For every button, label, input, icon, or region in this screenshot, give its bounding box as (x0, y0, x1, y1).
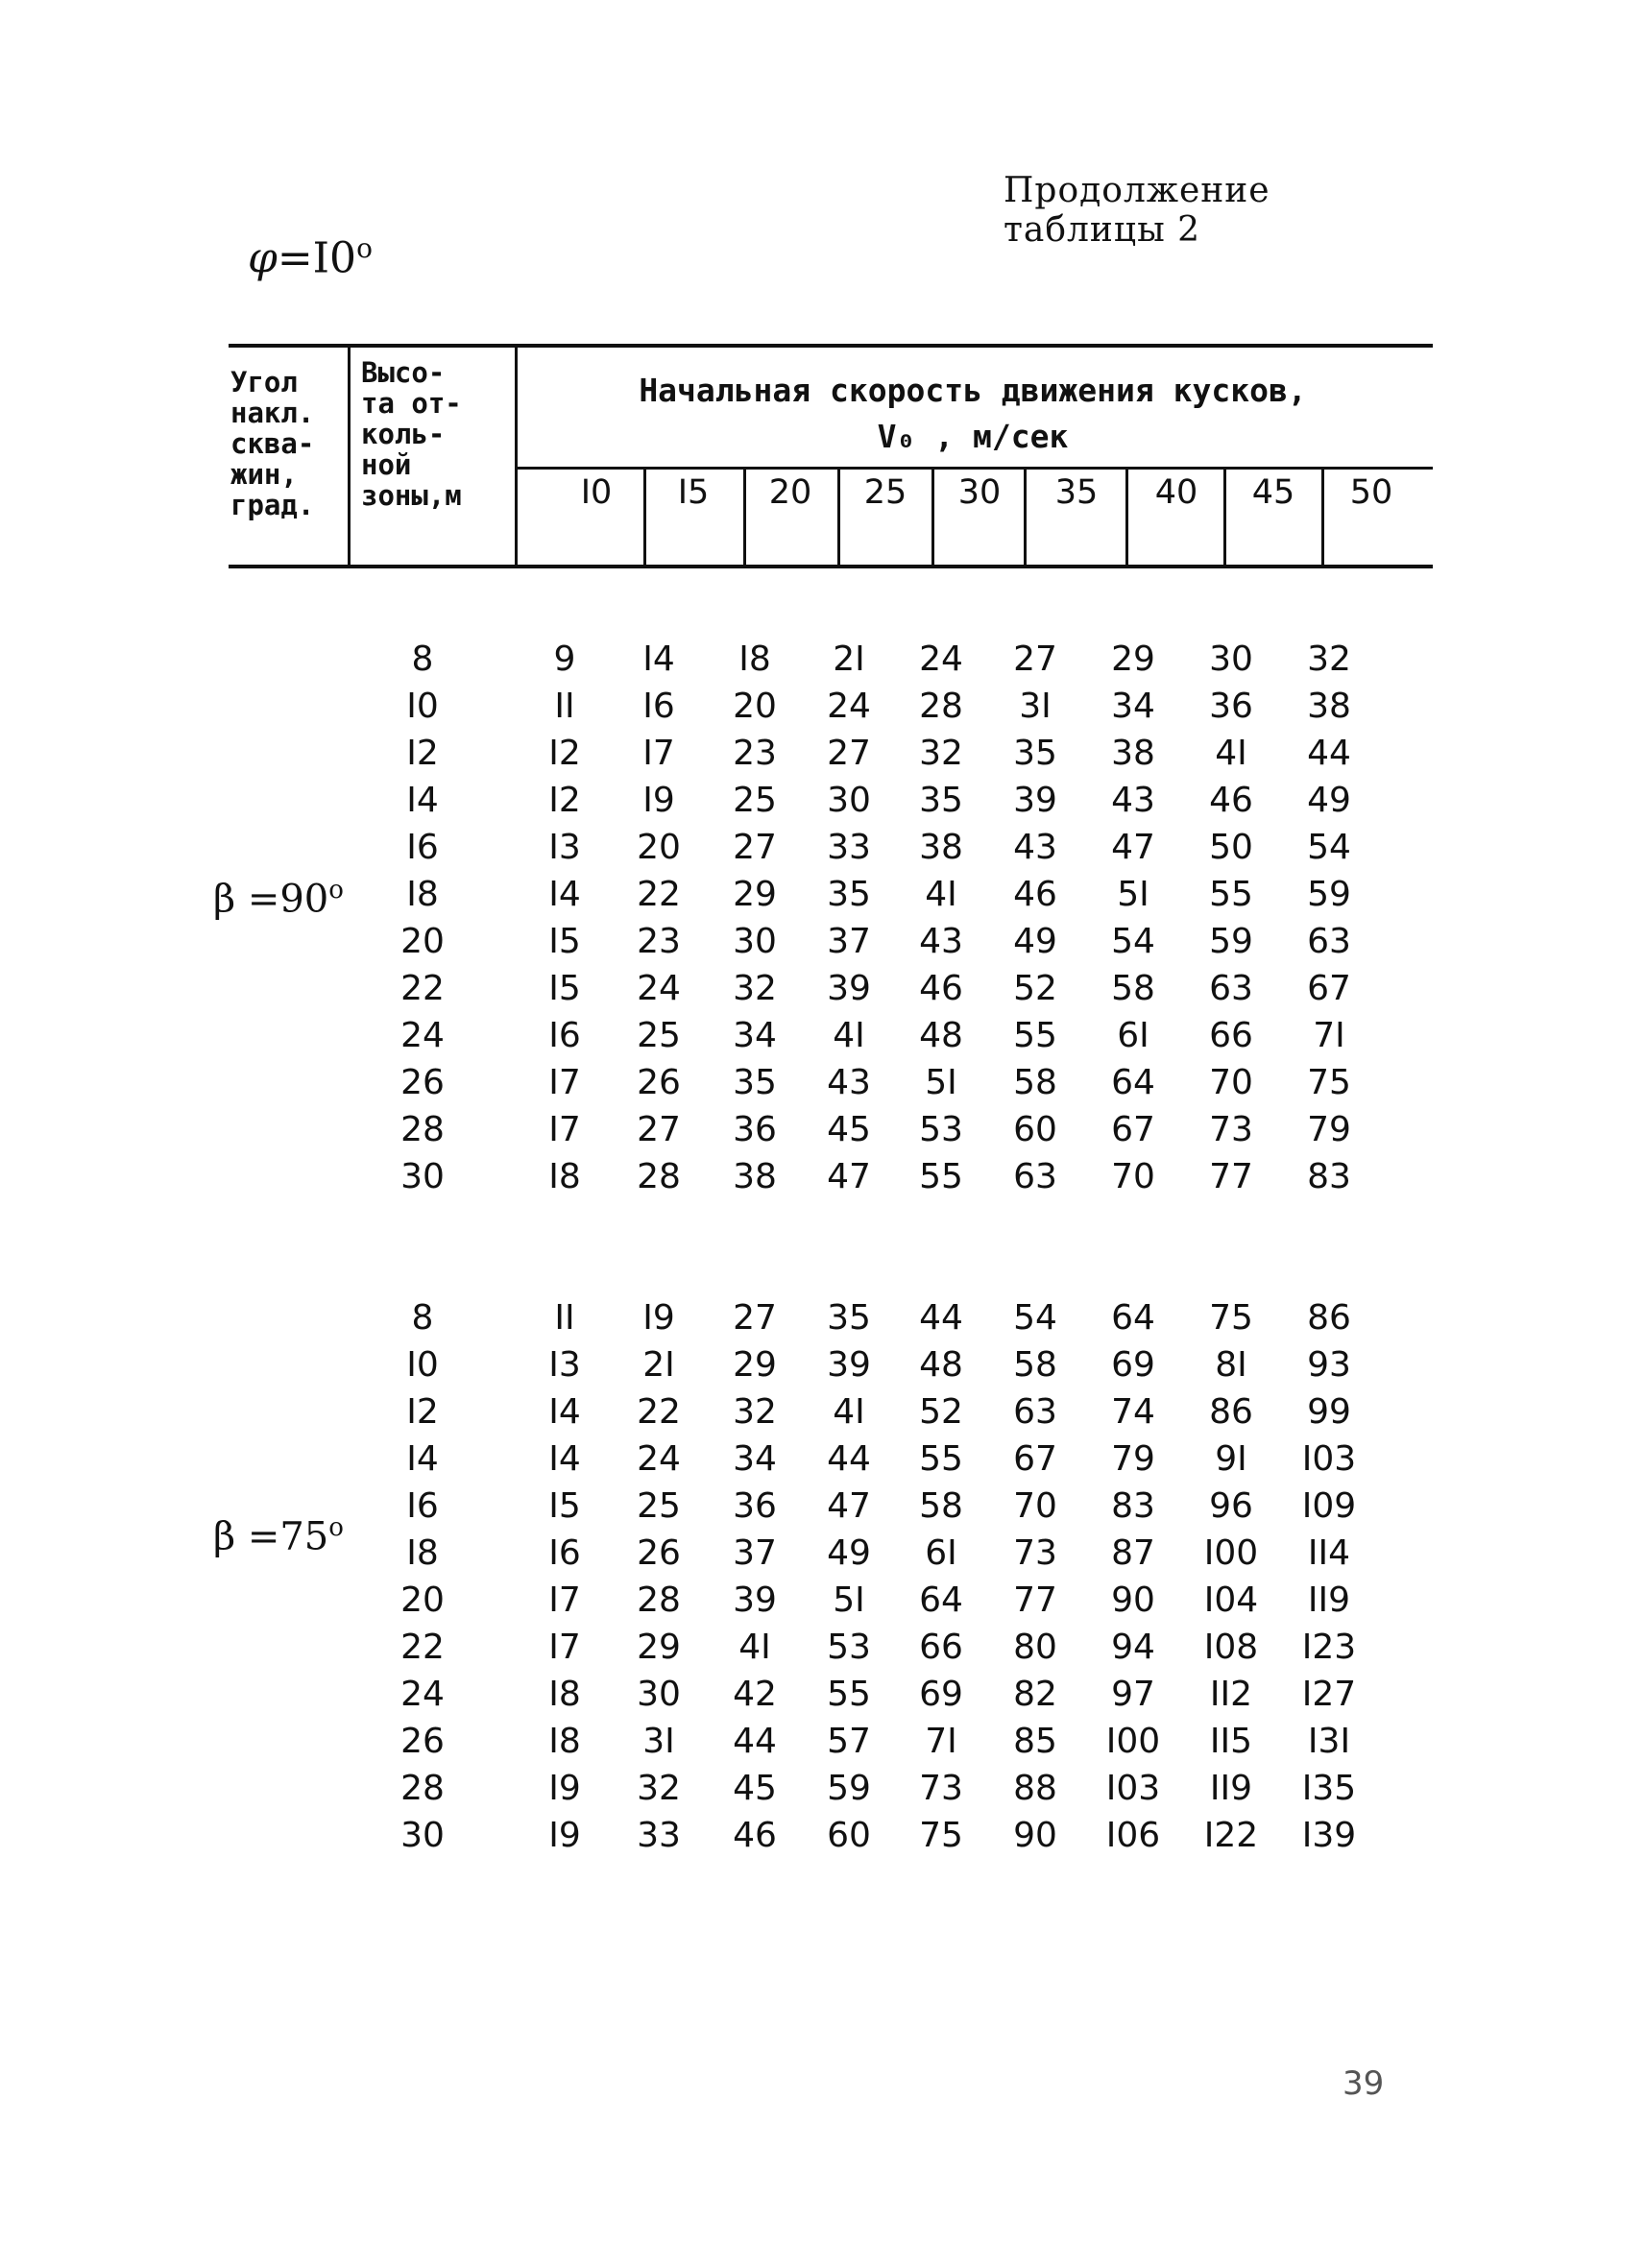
value-cell: 43 (1111, 781, 1155, 820)
value-cell: 38 (1111, 734, 1155, 773)
value-cell: I3 (548, 828, 581, 867)
value-cell: 82 (1013, 1675, 1057, 1714)
value-cell: 87 (1111, 1533, 1155, 1573)
height-cell: 8 (411, 639, 434, 679)
value-cell: 6I (925, 1533, 957, 1573)
value-cell: 63 (1013, 1392, 1057, 1432)
header-top-rule (229, 344, 1433, 348)
value-cell: 83 (1307, 1157, 1351, 1196)
height-cell: I2 (406, 1392, 439, 1432)
value-cell: 42 (733, 1675, 777, 1714)
table-header (229, 344, 1433, 569)
height-cell: 26 (400, 1722, 445, 1761)
header-angle: Угол накл. сква- жин, град. (230, 366, 315, 521)
value-cell: 24 (637, 1439, 681, 1479)
height-cell: 8 (411, 1298, 434, 1338)
value-cell: 75 (1209, 1298, 1253, 1338)
value-cell: 50 (1209, 828, 1253, 867)
value-cell: I9 (548, 1816, 581, 1855)
value-cell: 30 (827, 781, 871, 820)
value-cell: 43 (827, 1063, 871, 1102)
value-cell: 4I (833, 1016, 865, 1055)
value-cell: 79 (1307, 1110, 1351, 1149)
header-mid-rule (517, 467, 1433, 470)
value-cell: 8I (1215, 1345, 1247, 1385)
header-divider (348, 344, 351, 565)
value-cell: 3I (1019, 687, 1052, 726)
value-cell: 55 (827, 1675, 871, 1714)
value-cell: 39 (733, 1580, 777, 1620)
value-cell: 34 (733, 1439, 777, 1479)
page-number: 39 (1343, 2064, 1385, 2103)
value-cell: 77 (1013, 1580, 1057, 1620)
value-cell: 33 (637, 1816, 681, 1855)
value-cell: 26 (637, 1533, 681, 1573)
value-cell: 32 (637, 1769, 681, 1808)
value-cell: I35 (1301, 1769, 1357, 1808)
value-cell: 30 (637, 1675, 681, 1714)
height-cell: 28 (400, 1110, 445, 1149)
table-row (0, 781, 1645, 819)
value-cell: II9 (1209, 1769, 1253, 1808)
value-cell: 27 (827, 734, 871, 773)
value-cell: 32 (1307, 639, 1351, 679)
table-row (0, 1722, 1645, 1760)
value-cell: 77 (1209, 1157, 1253, 1196)
value-cell: I4 (548, 1439, 581, 1479)
value-cell: 28 (919, 687, 963, 726)
value-cell: 52 (919, 1392, 963, 1432)
value-cell: I4 (642, 639, 675, 679)
value-cell: 90 (1013, 1816, 1057, 1855)
value-cell: 49 (827, 1533, 871, 1573)
value-cell: 34 (733, 1016, 777, 1055)
value-cell: 7I (1313, 1016, 1345, 1055)
value-cell: 94 (1111, 1628, 1155, 1667)
value-cell: I27 (1301, 1675, 1357, 1714)
value-cell: I22 (1203, 1816, 1259, 1855)
height-cell: I4 (406, 781, 439, 820)
value-cell: 69 (919, 1675, 963, 1714)
value-cell: I7 (548, 1110, 581, 1149)
value-cell: 73 (1209, 1110, 1253, 1149)
phi-symbol: φ (248, 233, 278, 283)
value-cell: 55 (919, 1157, 963, 1196)
phi-degree: o (356, 232, 373, 264)
value-cell: I2 (548, 781, 581, 820)
value-cell: 35 (919, 781, 963, 820)
value-cell: 58 (1013, 1345, 1057, 1385)
value-cell: 55 (1209, 875, 1253, 914)
header-height: Высо- та от- коль- ной зоны,м (361, 356, 462, 512)
value-cell: 35 (1013, 734, 1057, 773)
height-cell: I6 (406, 828, 439, 867)
value-cell: 38 (733, 1157, 777, 1196)
value-cell: 83 (1111, 1486, 1155, 1526)
value-cell: 26 (637, 1063, 681, 1102)
table-row (0, 969, 1645, 1007)
value-cell: I03 (1301, 1439, 1357, 1479)
header-divider (743, 469, 746, 565)
value-cell: I04 (1203, 1580, 1259, 1620)
value-cell: 36 (733, 1110, 777, 1149)
value-cell: 44 (919, 1298, 963, 1338)
value-cell: I3 (548, 1345, 581, 1385)
value-cell: 70 (1111, 1157, 1155, 1196)
speed-col-header: 40 (1154, 473, 1198, 512)
header-speed-title: Начальная скорость движения кусков, V₀ , м/сек (639, 372, 1307, 455)
value-cell: 44 (733, 1722, 777, 1761)
value-cell: 49 (1307, 781, 1351, 820)
value-cell: 36 (1209, 687, 1253, 726)
value-cell: 5I (925, 1063, 957, 1102)
value-cell: 4I (925, 875, 957, 914)
value-cell: 59 (827, 1769, 871, 1808)
value-cell: 38 (919, 828, 963, 867)
value-cell: 35 (733, 1063, 777, 1102)
height-cell: I8 (406, 1533, 439, 1573)
value-cell: 45 (733, 1769, 777, 1808)
value-cell: 24 (919, 639, 963, 679)
value-cell: I6 (548, 1016, 581, 1055)
table-row (0, 687, 1645, 725)
table-row (0, 1157, 1645, 1195)
value-cell: 59 (1307, 875, 1351, 914)
value-cell: I9 (642, 1298, 675, 1338)
value-cell: I08 (1203, 1628, 1259, 1667)
header-divider (1125, 469, 1128, 565)
value-cell: 55 (919, 1439, 963, 1479)
value-cell: I5 (548, 1486, 581, 1526)
height-cell: 20 (400, 1580, 445, 1620)
value-cell: 46 (1013, 875, 1057, 914)
value-cell: 70 (1209, 1063, 1253, 1102)
value-cell: 32 (919, 734, 963, 773)
table-row (0, 828, 1645, 866)
header-divider (1321, 469, 1324, 565)
speed-col-header: 50 (1349, 473, 1393, 512)
value-cell: 80 (1013, 1628, 1057, 1667)
value-cell: 46 (919, 969, 963, 1008)
value-cell: II5 (1209, 1722, 1253, 1761)
value-cell: 86 (1209, 1392, 1253, 1432)
value-cell: 27 (733, 828, 777, 867)
value-cell: 67 (1307, 969, 1351, 1008)
value-cell: I6 (642, 687, 675, 726)
table-row (0, 639, 1645, 678)
value-cell: I5 (548, 969, 581, 1008)
table-row (0, 1580, 1645, 1619)
value-cell: 44 (827, 1439, 871, 1479)
value-cell: 35 (827, 1298, 871, 1338)
value-cell: 58 (1111, 969, 1155, 1008)
value-cell: 54 (1111, 922, 1155, 961)
value-cell: 30 (733, 922, 777, 961)
value-cell: 35 (827, 875, 871, 914)
value-cell: 37 (733, 1533, 777, 1573)
value-cell: 39 (827, 969, 871, 1008)
header-divider (837, 469, 840, 565)
header-divider (931, 469, 934, 565)
value-cell: 27 (1013, 639, 1057, 679)
value-cell: 20 (733, 687, 777, 726)
value-cell: I8 (548, 1722, 581, 1761)
value-cell: 79 (1111, 1439, 1155, 1479)
value-cell: 70 (1013, 1486, 1057, 1526)
height-cell: I0 (406, 687, 439, 726)
value-cell: I7 (642, 734, 675, 773)
value-cell: 58 (1013, 1063, 1057, 1102)
height-cell: 22 (400, 1628, 445, 1667)
value-cell: 63 (1013, 1157, 1057, 1196)
value-cell: 39 (1013, 781, 1057, 820)
table-row (0, 1016, 1645, 1054)
value-cell: 69 (1111, 1345, 1155, 1385)
value-cell: 73 (1013, 1533, 1057, 1573)
value-cell: 36 (733, 1486, 777, 1526)
table-row (0, 1486, 1645, 1525)
value-cell: 7I (925, 1722, 957, 1761)
value-cell: I8 (738, 639, 771, 679)
table-row (0, 922, 1645, 960)
header-divider (643, 469, 646, 565)
value-cell: I06 (1105, 1816, 1161, 1855)
value-cell: 75 (1307, 1063, 1351, 1102)
value-cell: 25 (733, 781, 777, 820)
value-cell: I9 (548, 1769, 581, 1808)
value-cell: 2I (642, 1345, 675, 1385)
value-cell: 39 (827, 1345, 871, 1385)
height-cell: 20 (400, 922, 445, 961)
value-cell: 47 (1111, 828, 1155, 867)
value-cell: 24 (827, 687, 871, 726)
value-cell: 53 (827, 1628, 871, 1667)
table-row (0, 1533, 1645, 1572)
height-cell: 26 (400, 1063, 445, 1102)
value-cell: I03 (1105, 1769, 1161, 1808)
value-cell: 43 (919, 922, 963, 961)
value-cell: 88 (1013, 1769, 1057, 1808)
value-cell: II (554, 1298, 575, 1338)
height-cell: I2 (406, 734, 439, 773)
value-cell: I7 (548, 1063, 581, 1102)
value-cell: 9I (1215, 1439, 1247, 1479)
value-cell: 25 (637, 1016, 681, 1055)
value-cell: 85 (1013, 1722, 1057, 1761)
table-row (0, 1628, 1645, 1666)
value-cell: 64 (919, 1580, 963, 1620)
value-cell: 29 (733, 875, 777, 914)
value-cell: 59 (1209, 922, 1253, 961)
value-cell: 54 (1013, 1298, 1057, 1338)
table-row (0, 875, 1645, 913)
value-cell: 24 (637, 969, 681, 1008)
value-cell: 93 (1307, 1345, 1351, 1385)
continuation-label: Продолжение таблицы 2 (1004, 171, 1270, 250)
value-cell: 64 (1111, 1298, 1155, 1338)
value-cell: 22 (637, 875, 681, 914)
value-cell: I39 (1301, 1816, 1357, 1855)
value-cell: 29 (1111, 639, 1155, 679)
value-cell: 37 (827, 922, 871, 961)
value-cell: 86 (1307, 1298, 1351, 1338)
value-cell: 4I (1215, 734, 1247, 773)
table-row (0, 734, 1645, 772)
value-cell: 23 (637, 922, 681, 961)
speed-col-header: 35 (1054, 473, 1099, 512)
table-row (0, 1110, 1645, 1148)
value-cell: 75 (919, 1816, 963, 1855)
value-cell: 23 (733, 734, 777, 773)
value-cell: 63 (1307, 922, 1351, 961)
table-row (0, 1816, 1645, 1854)
height-cell: 30 (400, 1157, 445, 1196)
value-cell: 20 (637, 828, 681, 867)
value-cell: 60 (1013, 1110, 1057, 1149)
value-cell: 4I (738, 1628, 771, 1667)
value-cell: I2 (548, 734, 581, 773)
value-cell: 32 (733, 969, 777, 1008)
value-cell: I00 (1203, 1533, 1259, 1573)
speed-col-header: 30 (957, 473, 1002, 512)
value-cell: 90 (1111, 1580, 1155, 1620)
table-row (0, 1675, 1645, 1713)
table-row (0, 1392, 1645, 1431)
height-cell: 22 (400, 969, 445, 1008)
value-cell: 29 (637, 1628, 681, 1667)
value-cell: I8 (548, 1675, 581, 1714)
value-cell: 34 (1111, 687, 1155, 726)
value-cell: 66 (1209, 1016, 1253, 1055)
value-cell: 44 (1307, 734, 1351, 773)
value-cell: I4 (548, 875, 581, 914)
value-cell: 64 (1111, 1063, 1155, 1102)
table-row (0, 1298, 1645, 1337)
height-cell: I4 (406, 1439, 439, 1479)
value-cell: 58 (919, 1486, 963, 1526)
value-cell: 47 (827, 1486, 871, 1526)
height-cell: I6 (406, 1486, 439, 1526)
value-cell: II (554, 687, 575, 726)
value-cell: 48 (919, 1345, 963, 1385)
value-cell: 9 (553, 639, 576, 679)
beta-degree: o (328, 876, 344, 905)
table-row (0, 1769, 1645, 1807)
value-cell: 67 (1013, 1439, 1057, 1479)
value-cell: 74 (1111, 1392, 1155, 1432)
value-cell: 22 (637, 1392, 681, 1432)
value-cell: I9 (642, 781, 675, 820)
value-cell: II2 (1209, 1675, 1253, 1714)
value-cell: 67 (1111, 1110, 1155, 1149)
value-cell: 55 (1013, 1016, 1057, 1055)
value-cell: 32 (733, 1392, 777, 1432)
value-cell: I4 (548, 1392, 581, 1432)
header-bottom-rule (229, 565, 1433, 568)
value-cell: 73 (919, 1769, 963, 1808)
phi-angle-label (248, 232, 373, 283)
value-cell: 66 (919, 1628, 963, 1667)
value-cell: 99 (1307, 1392, 1351, 1432)
height-cell: I8 (406, 875, 439, 914)
height-cell: I0 (406, 1345, 439, 1385)
value-cell: 6I (1117, 1016, 1149, 1055)
beta-value: β =75 (213, 1514, 329, 1559)
value-cell: I7 (548, 1580, 581, 1620)
value-cell: II9 (1307, 1580, 1351, 1620)
height-cell: 24 (400, 1675, 445, 1714)
value-cell: 29 (733, 1345, 777, 1385)
height-cell: 24 (400, 1016, 445, 1055)
speed-col-header: 20 (768, 473, 812, 512)
value-cell: I8 (548, 1157, 581, 1196)
value-cell: 33 (827, 828, 871, 867)
table-row (0, 1063, 1645, 1101)
value-cell: 4I (833, 1392, 865, 1432)
value-cell: 38 (1307, 687, 1351, 726)
value-cell: 57 (827, 1722, 871, 1761)
value-cell: I6 (548, 1533, 581, 1573)
value-cell: 47 (827, 1157, 871, 1196)
table-row (0, 1345, 1645, 1384)
value-cell: 28 (637, 1157, 681, 1196)
value-cell: 25 (637, 1486, 681, 1526)
value-cell: 28 (637, 1580, 681, 1620)
header-divider (1024, 469, 1027, 565)
beta-degree: o (328, 1513, 344, 1542)
value-cell: I7 (548, 1628, 581, 1667)
beta-value: β =90 (213, 877, 329, 922)
value-cell: 46 (733, 1816, 777, 1855)
value-cell: 45 (827, 1110, 871, 1149)
header-divider (1223, 469, 1226, 565)
value-cell: 63 (1209, 969, 1253, 1008)
value-cell: 96 (1209, 1486, 1253, 1526)
value-cell: 30 (1209, 639, 1253, 679)
value-cell: II4 (1307, 1533, 1351, 1573)
speed-col-header: I5 (677, 473, 710, 512)
value-cell: 43 (1013, 828, 1057, 867)
value-cell: 48 (919, 1016, 963, 1055)
table-row (0, 1439, 1645, 1478)
speed-col-header: I0 (580, 473, 613, 512)
value-cell: 5I (833, 1580, 865, 1620)
value-cell: 52 (1013, 969, 1057, 1008)
value-cell: 27 (637, 1110, 681, 1149)
value-cell: 53 (919, 1110, 963, 1149)
value-cell: 54 (1307, 828, 1351, 867)
phi-value: =I0 (277, 233, 357, 283)
value-cell: I3I (1307, 1722, 1351, 1761)
value-cell: 3I (642, 1722, 675, 1761)
height-cell: 28 (400, 1769, 445, 1808)
value-cell: I09 (1301, 1486, 1357, 1526)
value-cell: 97 (1111, 1675, 1155, 1714)
value-cell: 60 (827, 1816, 871, 1855)
speed-col-header: 45 (1251, 473, 1295, 512)
value-cell: 49 (1013, 922, 1057, 961)
height-cell: 30 (400, 1816, 445, 1855)
value-cell: 27 (733, 1298, 777, 1338)
value-cell: 46 (1209, 781, 1253, 820)
value-cell: 2I (833, 639, 865, 679)
value-cell: I5 (548, 922, 581, 961)
value-cell: I00 (1105, 1722, 1161, 1761)
value-cell: I23 (1301, 1628, 1357, 1667)
value-cell: 5I (1117, 875, 1149, 914)
speed-col-header: 25 (863, 473, 907, 512)
